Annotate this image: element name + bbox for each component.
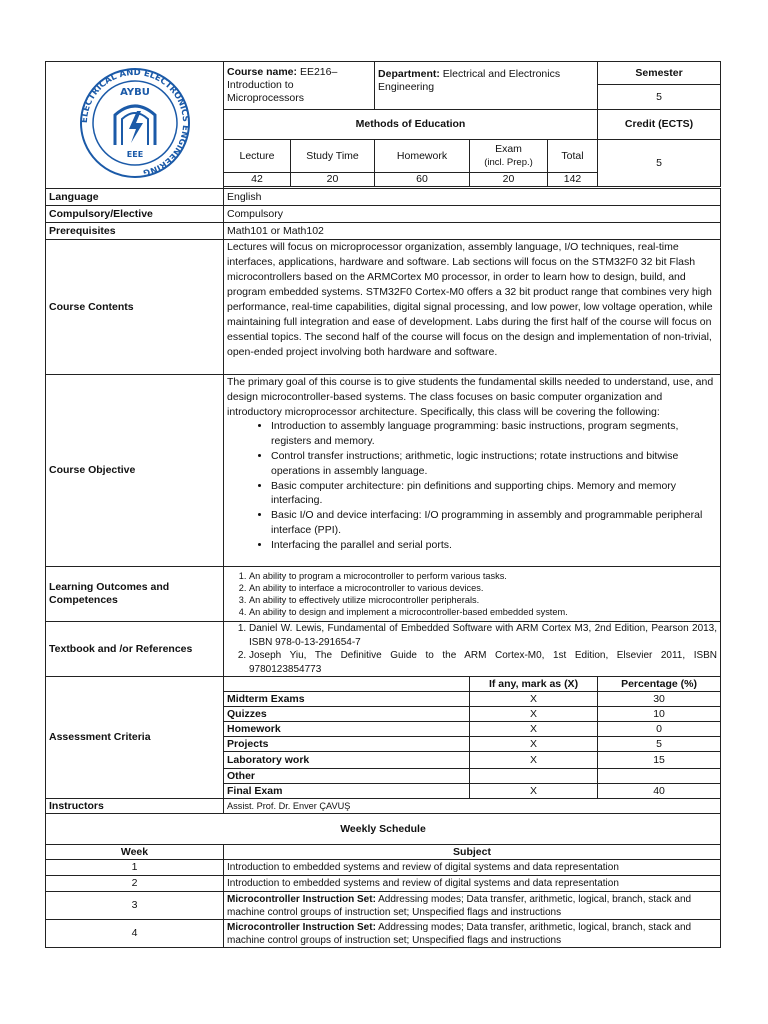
contents-text: Lectures will focus on microprocessor organization, assembly language, I/O techniques, real-time interfaces, applications, hardware and software. Lab sections will focus on the STM32F0 32 bit Flash microcontrollers based on the ARMCortex M0 processor, in order to learn how to design, build, and program embedded systems. STM32F0 Cortex-M0 offers a 32 bit product range that combines very high performance, real-time capabilities, digital signal processing, and low power, low voltage operation, while maintaining full integration and ease of development. Labs during the first half of the course will focus on essential topics. The second half of the course will focus on the design and implementation of non-trivial, open-ended project involving both hardware and software. [224, 240, 721, 375]
assessment-pct: 0 [598, 722, 721, 737]
semester-value: 5 [656, 91, 662, 103]
objective-item: • Control transfer instructions; arithmetic, logic instructions; rotate instructions and bitwise operations in assembly language. [271, 449, 717, 479]
semester-label: Semester [598, 62, 720, 85]
logo-center-text: EEE [126, 150, 143, 159]
compulsory-value: Compulsory [224, 206, 721, 223]
logo-ring-text: ELECTRICAL AND ELECTRONICS ENGINEERING [79, 67, 190, 178]
assessment-name: Projects [224, 737, 470, 752]
assessment-pct: 40 [598, 784, 721, 799]
schedule-week: 1 [46, 860, 224, 876]
assessment-pct: 30 [598, 692, 721, 707]
assessment-col-mark: If any, mark as (X) [470, 677, 598, 692]
schedule-title-row [46, 814, 721, 845]
assessment-mark: X [470, 784, 598, 799]
language-label: Language [46, 189, 224, 206]
schedule-row [46, 876, 721, 892]
schedule-subject-text: Introduction to embedded systems and review of digital systems and data representation [227, 878, 619, 889]
assessment-mark: X [470, 707, 598, 722]
credit-label: Credit (ECTS) [598, 110, 721, 140]
objective-intro: The primary goal of this course is to give students the fundamental skills needed to understand, use, and design microcontroller-based systems. The class focuses on basic computer organization and introductory microprocessor architecture. Specifically, this class will be covering the following: [227, 376, 714, 418]
assessment-pct: 15 [598, 752, 721, 769]
instructors-value: Assist. Prof. Dr. Enver ÇAVUŞ [224, 799, 721, 814]
textbook-label: Textbook and /or References [46, 622, 224, 677]
reference-item: 2. Joseph Yiu, The Definitive Guide to the ARM Cortex-M0, 1st Edition, Elsevier 2011, ISBN 9780123854773 [249, 649, 717, 676]
language-row [46, 189, 721, 206]
objective-item: • Introduction to assembly language programming: basic instructions, program segments, registers and memory. [271, 419, 717, 449]
schedule-row [46, 860, 721, 876]
assessment-name: Midterm Exams [224, 692, 470, 707]
department-cell [375, 62, 598, 110]
assessment-mark: X [470, 752, 598, 769]
outcome-item: 2. An ability to interface a microcontroller to various devices. [249, 582, 717, 594]
objective-item: • Basic computer architecture: pin definitions and supporting chips. Memory and memory interfacing. [271, 479, 717, 509]
method-col-study-time: Study Time [291, 140, 375, 173]
assessment-pct [598, 769, 721, 784]
syllabus-table [45, 61, 721, 948]
objective-item: • Interfacing the parallel and serial ports. [271, 538, 717, 553]
method-val-exam: 20 [470, 173, 548, 187]
schedule-col-week: Week [46, 845, 224, 860]
schedule-subject [224, 860, 721, 876]
credit-value: 5 [598, 140, 721, 187]
schedule-header-row [46, 845, 721, 860]
schedule-week: 2 [46, 876, 224, 892]
method-val-study-time: 20 [291, 173, 375, 187]
department-label: Department: [378, 68, 440, 80]
schedule-subject-bold: Microcontroller Instruction Set: [227, 921, 376, 933]
schedule-subject [224, 876, 721, 892]
assessment-mark: X [470, 722, 598, 737]
logo-top-text: AYBU [119, 87, 150, 98]
assessment-mark [470, 769, 598, 784]
schedule-title: Weekly Schedule [46, 814, 721, 845]
outcomes-list [227, 570, 717, 618]
textbook-list [227, 622, 717, 676]
objective-cell [224, 375, 721, 567]
schedule-subject-text: Addressing modes; Data transfer, arithmetic, logical, branch, stack and machine control groups of instruction set; Unspecified flags and instructions [227, 921, 692, 946]
language-value: English [224, 189, 721, 206]
reference-item: 1. Daniel W. Lewis, Fundamental of Embedded Software with ARM Cortex M3, 2nd Edition, Pearson 2013, ISBN 978-0-13-291654-7 [249, 622, 717, 649]
method-col-homework: Homework [375, 140, 470, 173]
objective-row [46, 375, 721, 567]
outcomes-row [46, 567, 721, 622]
assessment-name: Laboratory work [224, 752, 470, 769]
course-name-cell [224, 62, 375, 110]
method-val-lecture: 42 [224, 173, 291, 187]
department-value: Electrical and Electronics Engineering [378, 68, 561, 93]
prerequisites-label: Prerequisites [46, 223, 224, 240]
schedule-row [46, 920, 721, 948]
schedule-subject-text: Addressing modes; Data transfer, arithmetic, logical, branch, stack and machine control groups of instruction set; Unspecified flags and instructions [227, 893, 692, 918]
objective-list [227, 419, 717, 552]
contents-label: Course Contents [46, 240, 224, 375]
schedule-subject-bold: Microcontroller Instruction Set: [227, 893, 376, 905]
logo-cell [46, 62, 224, 189]
assessment-header-row [46, 677, 721, 692]
assessment-pct: 10 [598, 707, 721, 722]
compulsory-row [46, 206, 721, 223]
assessment-name: Other [224, 769, 470, 784]
aybu-eee-logo [65, 67, 205, 179]
schedule-subject [224, 892, 721, 920]
method-col-exam [470, 140, 548, 173]
header-row-1 [46, 62, 721, 110]
assessment-mark: X [470, 692, 598, 707]
schedule-row [46, 892, 721, 920]
course-name-label: Course name: [227, 66, 298, 78]
outcome-item: 4. An ability to design and implement a microcontroller-based embedded system. [249, 606, 717, 618]
schedule-col-subject: Subject [224, 845, 721, 860]
method-val-homework: 60 [375, 173, 470, 187]
assessment-col-pct: Percentage (%) [598, 677, 721, 692]
objective-label: Course Objective [46, 375, 224, 567]
assessment-name: Homework [224, 722, 470, 737]
compulsory-label: Compulsory/Elective [46, 206, 224, 223]
assessment-name: Quizzes [224, 707, 470, 722]
textbook-row [46, 622, 721, 677]
assessment-pct: 5 [598, 737, 721, 752]
outcome-item: 1. An ability to program a microcontroller to perform various tasks. [249, 570, 717, 582]
schedule-subject [224, 920, 721, 948]
prerequisites-value: Math101 or Math102 [224, 223, 721, 240]
assessment-mark: X [470, 737, 598, 752]
outcomes-cell [224, 567, 721, 622]
schedule-week: 4 [46, 920, 224, 948]
assessment-name: Final Exam [224, 784, 470, 799]
method-val-total: 142 [548, 173, 598, 187]
outcome-item: 3. An ability to effectively utilize microcontroller peripherals. [249, 594, 717, 606]
course-name-value: EE216–Introduction to Microprocessors [227, 66, 338, 104]
method-col-exam-sub: (incl. Prep.) [484, 157, 533, 168]
method-col-exam-label: Exam [495, 143, 522, 155]
instructors-row [46, 799, 721, 814]
schedule-week: 3 [46, 892, 224, 920]
assessment-label: Assessment Criteria [46, 677, 224, 799]
contents-row [46, 240, 721, 375]
schedule-subject-text: Introduction to embedded systems and review of digital systems and data representation [227, 862, 619, 873]
lightning-icon [129, 111, 143, 143]
methods-label: Methods of Education [224, 110, 598, 140]
textbook-cell [224, 622, 721, 677]
prerequisites-row [46, 223, 721, 240]
instructors-label: Instructors [46, 799, 224, 814]
method-col-total: Total [548, 140, 598, 173]
method-col-lecture: Lecture [224, 140, 291, 173]
objective-item: • Basic I/O and device interfacing: I/O programming in assembly and programmable peripheral interface (PPI). [271, 508, 717, 538]
outcomes-label: Learning Outcomes and Competences [46, 567, 224, 622]
syllabus-sheet [45, 61, 720, 948]
